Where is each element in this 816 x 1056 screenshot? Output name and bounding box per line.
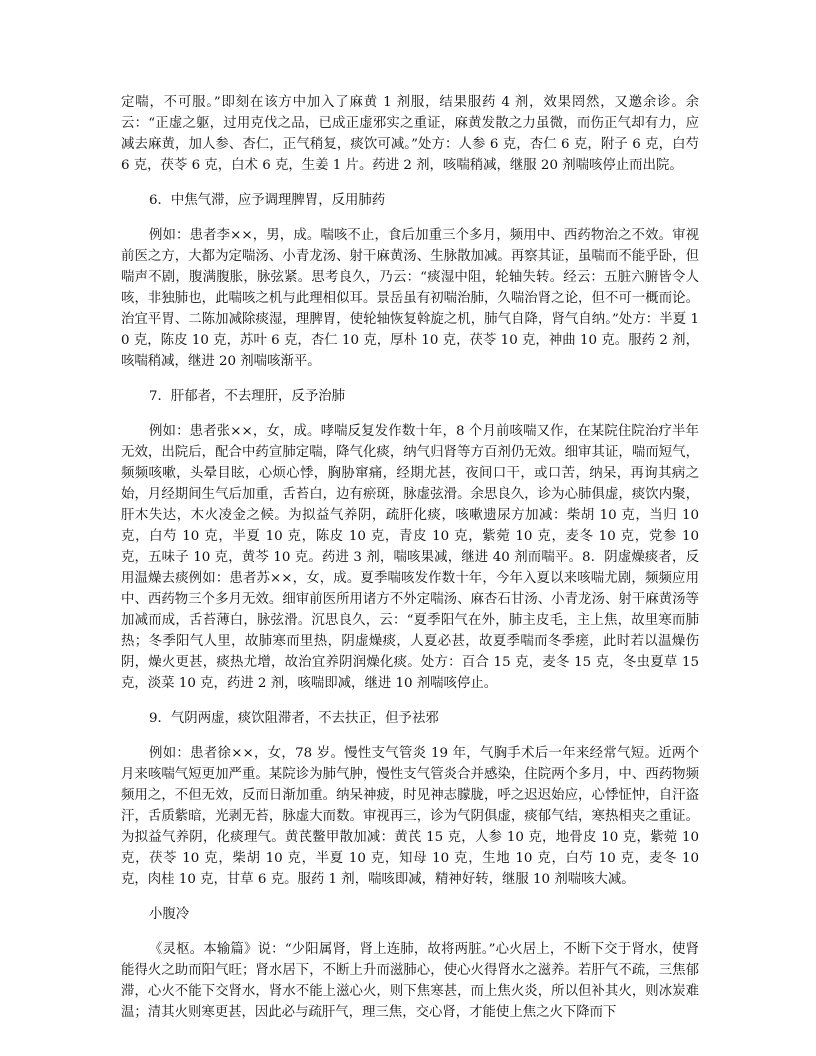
spacer [121,372,699,386]
spacer [121,694,699,708]
section-heading-lower-abdomen-cold: 小腹冷 [149,907,190,922]
spacer [121,407,699,421]
spacer [121,890,699,904]
paragraph-case-zhang: 例如：患者张××，女，成。哮喘反复发作数十年，8 个月前咳喘又作，在某院住院治疗半年无效，出院后，配合中药宣肺定喘，降气化痰，纳气归肾等方百剂仍无效。细审其证，喘而短气，频频咳嗽，头晕目眩，心烦心悸，胸胁窜痛，经期尤甚，夜间口干，或口苦，纳呆，再询其病之始，月经期间生气后加重，舌苔白，边有瘀斑，脉虚弦滑。余思良久，诊为心肺俱虚，痰饮内聚，肝木失达，木火凌金之候。为拟益气养阴，疏肝化痰，咳嗽遗尿方加减：柴胡 10 克，当归 10 克，白芍 10 克，半夏 10 克，陈皮 10 克，青皮 10 克，紫菀 10 克，麦冬 10 克，党参 10 克，五味子 10 克，黄芩 10 克。药进 3 剂，喘咳果减，继进 40 剂而喘平。8．阴虚燥痰者，反用温燥去痰例如：患者苏××，女，成。夏季喘咳发作数十年，今年入夏以来咳喘尤剧，频频应用中、西药物三个多月无效。细审前医所用诸方不外定喘汤、麻杏石甘汤、小青龙汤、射干麻黄汤等加减而成，舌苔薄白，脉弦滑。沉思良久，云：“夏季阳气在外，肺主皮毛，主上焦，故里寒而肺热；冬季阳气人里，故肺寒而里热，阴虚燥痰，人夏必甚，故夏季喘而冬季瘥，此时若以温燥伤阴，燥火更甚，痰热尤增，故治宜养阴润燥化痰。处方：百合 15 克，麦冬 15 克，冬虫夏草 15 克，淡菜 10 克，药进 2 剂，咳喘即减，继进 10 剂喘咳停止。 [121,424,699,691]
section-heading-6: 6．中焦气滞，应予调理脾胃，反用肺药 [149,193,386,208]
paragraph-lingshu: 《灵枢。本输篇》说：“少阳属肾，肾上连肺，故将两脏。”心火居上，不断下交于肾水，使肾能得火之助而阳气旺；肾水居下，不断上升而滋肺心，使心火得肾水之滋养。若肝气不疏，三焦郁滞，心火不能下交肾水，肾水不能上滋心火，则下焦寒甚，而上焦火炎，所以但补其火，则冰炭难温；清其火则寒更甚，因此必与疏肝气，理三焦，交心肾，才能使上焦之火下降而下 [121,942,699,1020]
paragraph-continued: 定喘，不可服。”即刻在该方中加入了麻黄 1 剂服，结果服药 4 剂，效果罔然，又邀余诊。余云：“正虚之躯，过用克伐之品，已成正虚邪实之重证，麻黄发散之力虽微，而伤正气却有力，应减去麻黄，加人参、杏仁，正气稍复，痰饮可减。”处方：人参 6 克，杏仁 6 克，附子 6 克，白芍 6 克，茯苓 6 克，白术 6 克，生姜 1 片。药进 2 剂，咳喘稍减，继服 20 剂喘咳停止而出院。 [121,95,699,173]
spacer [121,211,699,225]
paragraph-case-li: 例如：患者李××，男，成。喘咳不止，食后加重三个多月，频用中、西药物治之不效。审视前医之方，大都为定喘汤、小青龙汤、射干麻黄汤、生脉散加减。再察其证，虽喘而不能乎卧，但喘声不剧，腹满腹胀，脉弦紧。思考良久，乃云：“痰湿中阻，轮轴失转。经云：五脏六腑皆令人咳，非独肺也，此喘咳之机与此理相似耳。景岳虽有初喘治肺，久喘治肾之论，但不可一概而论。治宜平胃、二陈加减除痰湿，理脾胃，使轮轴恢复斡旋之机，肺气自降，肾气自纳。”处方：半夏 10 克，陈皮 10 克，苏叶 6 克，杏仁 10 克，厚朴 10 克，茯苓 10 克，神曲 10 克。服药 2 剂，咳喘稍减，继进 20 剂喘咳渐平。 [121,228,699,369]
section-heading-7: 7．肝郁者，不去理肝，反予治肺 [149,389,345,404]
spacer [121,729,699,743]
paragraph-case-xu: 例如：患者徐××，女，78 岁。慢性支气管炎 19 年，气胸手术后一年来经常气短。近两个月来咳喘气短更加严重。某院诊为肺气肿，慢性支气管炎合并感染，住院两个多月，中、西药物频频用之，不但无效，反而日渐加重。纳呆神疲，时见神志朦胧，呼之迟迟始应，心悸怔忡，自汗盗汗，舌质紫暗，光剥无苔，脉虚大而数。审视再三，诊为气阴俱虚，痰郁气结，寒热相夹之重证。为拟益气养阴，化痰理气。黄芪鳖甲散加减：黄芪 15 克，人参 10 克，地骨皮 10 克，紫菀 10 克，茯苓 10 克，柴胡 10 克，半夏 10 克，知母 10 克，生地 10 克，白芍 10 克，麦冬 10 克，肉桂 10 克，甘草 6 克。服药 1 剂，喘咳即减，精神好转，继服 10 剂喘咳大减。 [121,746,699,887]
spacer [121,176,699,190]
spacer [121,925,699,939]
document-page [121,92,699,1023]
section-heading-9: 9．气阴两虚，痰饮阻滞者，不去扶正，但予祛邪 [149,711,439,726]
